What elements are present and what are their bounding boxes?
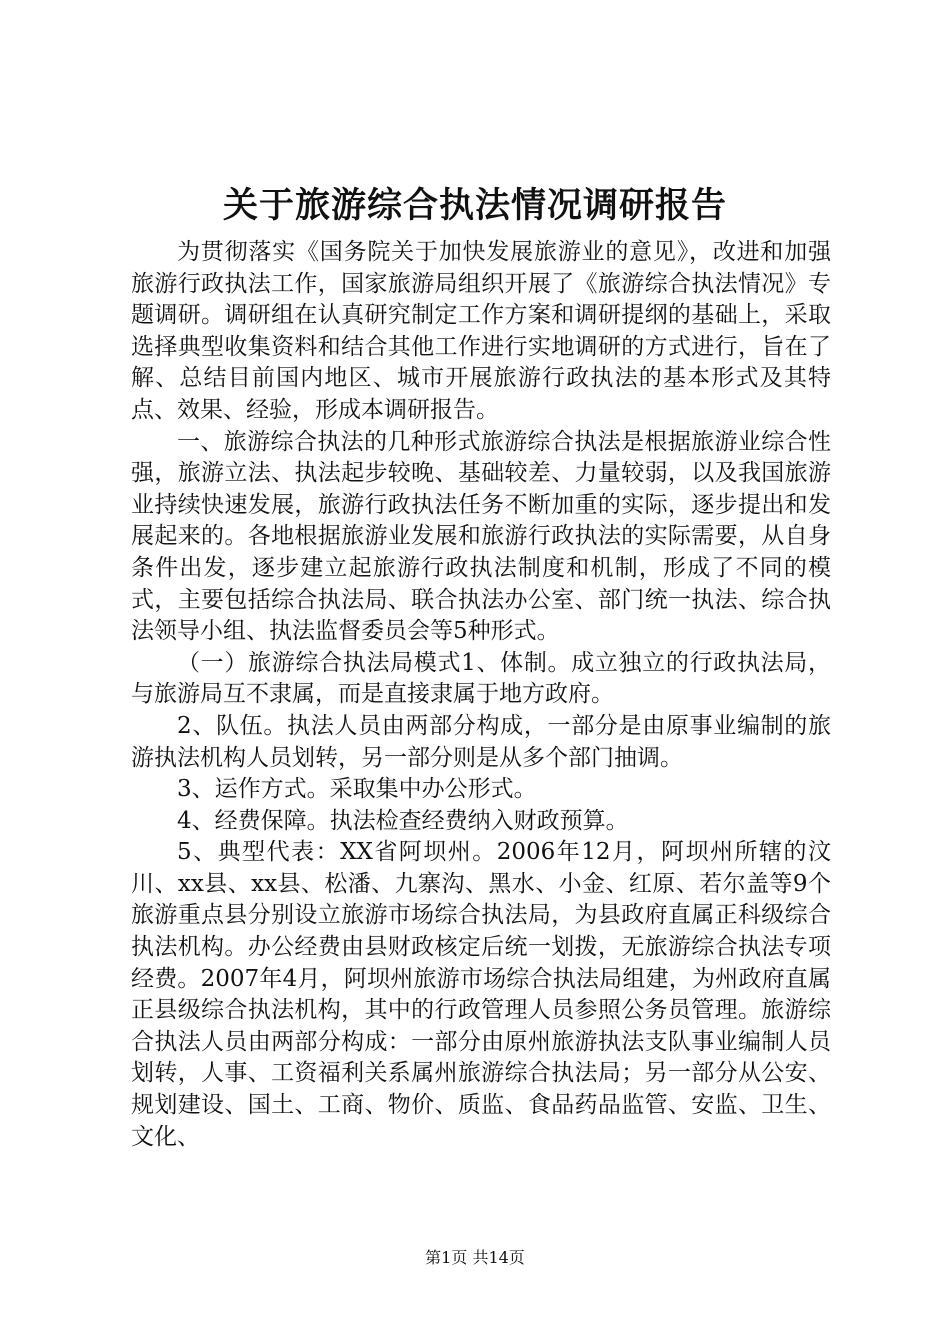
paragraph-team: 2、队伍。执法人员由两部分构成，一部分是由原事业编制的旅游执法机构人员划转，另一部分则是从多个部门抽调。 [131,712,831,771]
paragraph-operation: 3、运作方式。采取集中办公形式。 [177,776,537,803]
page-number-footer: 第1页 共14页 [425,1248,525,1267]
paragraph-funding: 4、经费保障。执法检查经费纳入财政预算。 [177,807,629,834]
paragraph-example: 5、典型代表：XX省阿坝州。2006年12月，阿坝州所辖的汶川、xx县、xx县、松潘、九寨沟、黑水、小金、红原、若尔盖等9个旅游重点县分别设立旅游市场综合执法局，为县政府直属正科级综合执法机构。办公经费由县财政核定后统一划拨，无旅游综合执法专项经费。2007年4月，阿坝州旅游市场综合执法局组建，为州政府直属正县级综合执法机构，其中的行政管理人员参照公务员管理。旅游综合执法人员由两部分构成：一部分由原州旅游执法支队事业编制人员划转，人事、工资福利关系属州旅游综合执法局；另一部分从公安、规划建设、国土、工商、物价、质监、食品药品监管、安监、卫生、文化、 [131,839,831,1150]
paragraph-section-one: 一、旅游综合执法的几种形式旅游综合执法是根据旅游业综合性强，旅游立法、执法起步较晚、基础较差、力量较弱，以及我国旅游业持续快速发展，旅游行政执法任务不断加重的实际，逐步提出和发展起来的。各地根据旅游业发展和旅游行政执法的实际需要，从自身条件出发，逐步建立起旅游行政执法制度和机制，形成了不同的模式，主要包括综合执法局、联合执法办公室、部门统一执法、综合执法领导小组、执法监督委员会等5种形式。 [131,428,831,645]
paragraph-mode-bureau: （一）旅游综合执法局模式1、体制。成立独立的行政执法局，与旅游局互不隶属，而是直接隶属于地方政府。 [131,649,831,708]
paragraph-intro: 为贯彻落实《国务院关于加快发展旅游业的意见》，改进和加强旅游行政执法工作，国家旅游局组织开展了《旅游综合执法情况》专题调研。调研组在认真研究制定工作方案和调研提纲的基础上，采取选择典型收集资料和结合其他工作进行实地调研的方式进行，旨在了解、总结目前国内地区、城市开展旅游行政执法的基本形式及其特点、效果、经验，形成本调研报告。 [131,239,831,423]
document-title: 关于旅游综合执法情况调研报告 [222,185,727,226]
document-body [131,237,831,1153]
